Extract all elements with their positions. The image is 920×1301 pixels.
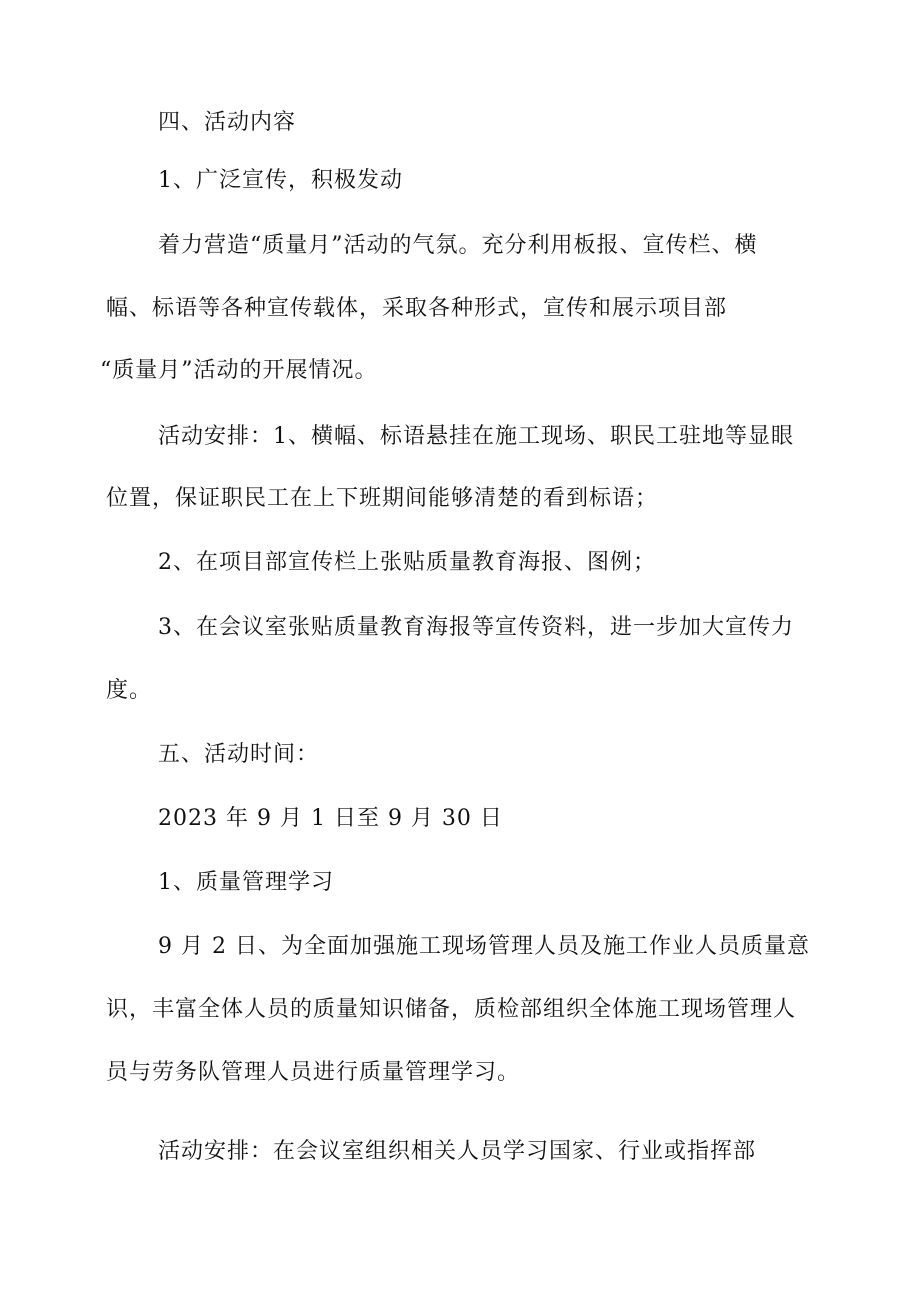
subheading-publicity: 1、广泛宣传，积极发动: [158, 168, 403, 193]
paragraph-line: 3、在会议室张贴质量教育海报等宣传资料，进一步加大宣传力: [158, 615, 794, 640]
paragraph-line: 度。: [106, 678, 153, 703]
paragraph-line: 活动安排：1、横幅、标语悬挂在施工现场、职民工驻地等显眼: [158, 424, 794, 449]
paragraph-line: 着力营造“质量月”活动的气氛。充分利用板报、宣传栏、横: [158, 233, 758, 258]
paragraph-line: 位置，保证职民工在上下班期间能够清楚的看到标语；: [106, 486, 659, 511]
subheading-quality-study: 1、质量管理学习: [158, 870, 334, 895]
paragraph-line: 9 月 2 日、为全面加强施工现场管理人员及施工作业人员质量意: [158, 934, 810, 959]
paragraph-line: 员与劳务队管理人员进行质量管理学习。: [106, 1060, 521, 1085]
section-heading-four: 四、活动内容: [158, 110, 297, 135]
paragraph-line: 识，丰富全体人员的质量知识储备，质检部组织全体施工现场管理人: [106, 997, 797, 1022]
activity-date-range: 2023 年 9 月 1 日至 9 月 30 日: [158, 806, 503, 831]
section-heading-five: 五、活动时间：: [158, 742, 320, 767]
paragraph-line: 2、在项目部宣传栏上张贴质量教育海报、图例；: [158, 550, 656, 575]
paragraph-line: “质量月”活动的开展情况。: [100, 358, 378, 383]
paragraph-line: 幅、标语等各种宣传载体，采取各种形式，宣传和展示项目部: [106, 296, 728, 321]
paragraph-line: 活动安排：在会议室组织相关人员学习国家、行业或指挥部: [158, 1139, 757, 1164]
